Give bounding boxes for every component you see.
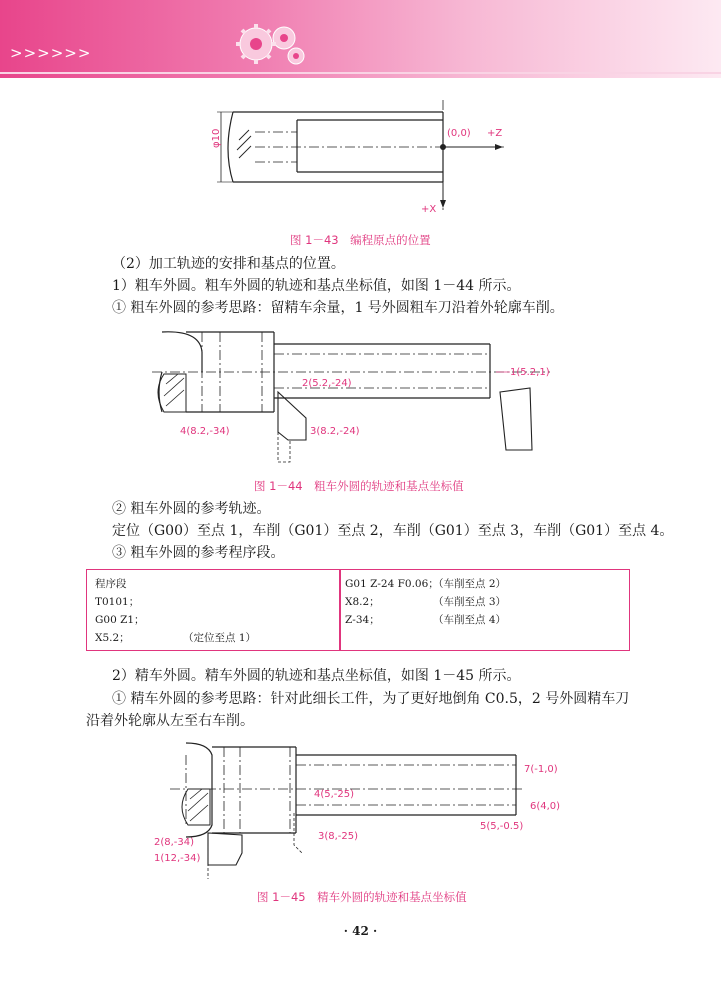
program-comment: （定位至点 1） — [183, 632, 257, 644]
paragraph: 定位（G00）至点 1，车削（G01）至点 2，车削（G01）至点 3，车削（G01）至点 4。 — [112, 523, 674, 539]
point-2-label: 2(5.2,-24) — [302, 378, 352, 389]
program-comment: （车削至点 3） — [433, 596, 507, 608]
program-line: G00 Z1； — [95, 614, 145, 626]
figure-1-43-caption: 图 1－43 编程原点的位置 — [290, 233, 431, 247]
point-1-label: 1(5.2,1) — [510, 367, 550, 378]
program-line: 程序段 — [95, 578, 127, 590]
chevron-decoration: >>>>>> — [10, 44, 92, 62]
program-line: X8.2； — [345, 596, 380, 608]
figure-1-45 — [150, 735, 580, 880]
point-3-label: 3(8.2,-24) — [310, 426, 360, 437]
program-comment: （车削至点 2） — [433, 578, 507, 590]
z-axis-label: +Z — [487, 128, 503, 139]
point-5-label: 5(5,-0.5) — [480, 821, 524, 832]
x-axis-label: +X — [421, 204, 437, 215]
figure-1-43 — [205, 100, 515, 220]
paragraph: （2）加工轨迹的安排和基点的位置。 — [112, 256, 345, 272]
program-line: Z-34； — [345, 614, 380, 626]
origin-label: (0,0) — [447, 128, 471, 139]
table-divider — [339, 570, 341, 650]
paragraph: 2）精车外圆。精车外圆的轨迹和基点坐标值，如图 1－45 所示。 — [112, 668, 521, 684]
program-comment: （车削至点 4） — [433, 614, 507, 626]
paragraph: 沿着外轮廓从左至右车削。 — [86, 713, 254, 729]
program-table — [86, 569, 630, 651]
paragraph: 1）粗车外圆。粗车外圆的轨迹和基点坐标值，如图 1－44 所示。 — [112, 278, 521, 294]
point-4-label: 4(5,-25) — [314, 789, 355, 800]
program-line: T0101； — [95, 596, 140, 608]
point-1-label: 1(12,-34) — [154, 853, 201, 864]
paragraph: ② 粗车外圆的参考轨迹。 — [112, 501, 271, 517]
point-3-label: 3(8,-25) — [318, 831, 359, 842]
paragraph: ① 粗车外圆的参考思路：留精车余量，1 号外圆粗车刀沿着外轮廓车削。 — [112, 300, 564, 316]
program-line: X5.2； — [95, 632, 130, 644]
point-2-label: 2(8,-34) — [154, 837, 195, 848]
paragraph: ① 精车外圆的参考思路：针对此细长工件，为了更好地倒角 C0.5，2 号外圆精车刀 — [112, 691, 630, 707]
point-6-label: 6(4,0) — [530, 801, 561, 812]
header-banner — [0, 0, 721, 78]
diameter-label: φ10 — [211, 128, 222, 148]
point-7-label: 7(-1,0) — [524, 764, 558, 775]
figure-1-44-caption: 图 1－44 粗车外圆的轨迹和基点坐标值 — [254, 479, 464, 493]
program-line: G01 Z-24 F0.06； — [345, 578, 439, 590]
gears-icon — [226, 14, 316, 74]
point-4-label: 4(8.2,-34) — [180, 426, 230, 437]
header-divider — [0, 72, 721, 74]
page-number: · 42 · — [343, 924, 378, 938]
paragraph: ③ 粗车外圆的参考程序段。 — [112, 545, 285, 561]
figure-1-45-caption: 图 1－45 精车外圆的轨迹和基点坐标值 — [257, 890, 467, 904]
figure-1-44 — [150, 322, 570, 467]
